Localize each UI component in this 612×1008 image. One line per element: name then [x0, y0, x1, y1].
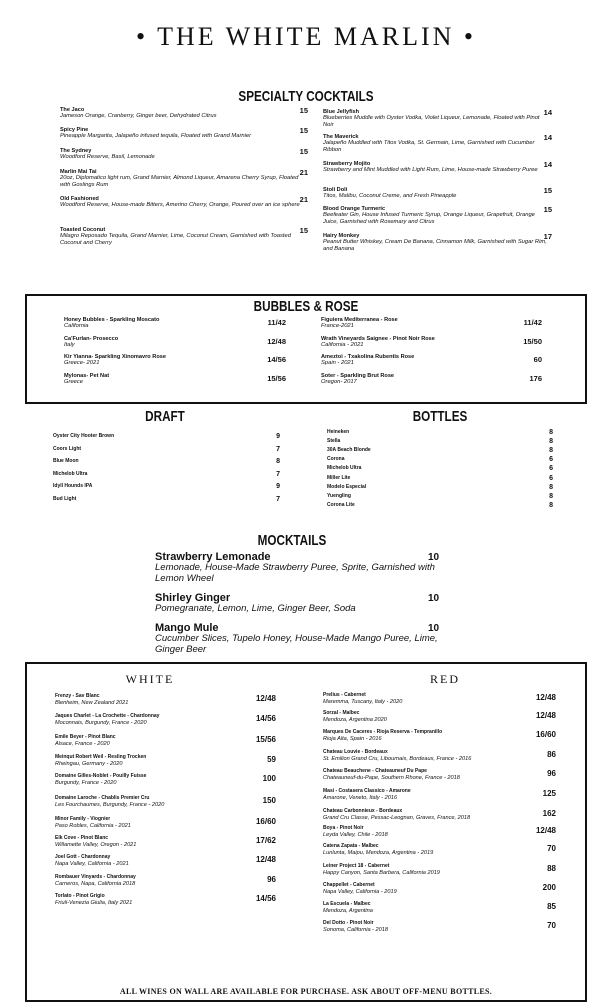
cocktail-item-desc: Woodford Reserve, House-made Bitters, Amerino Cherry, Orange, Poured over an ice sphere: [60, 202, 300, 209]
bubbles-item-price: 176: [529, 374, 542, 383]
red-wine-item-desc: Leyda Valley, Chile - 2018: [323, 831, 388, 838]
cocktail-item-name: Marlin Mai Tai: [60, 169, 97, 175]
bubbles-item-desc: Spain - 2021: [321, 360, 354, 367]
draft-item: [53, 484, 253, 490]
mocktail-item-desc: Lemonade, House-Made Strawberry Puree, Sprite, Garnished with Lemon Wheel: [155, 562, 435, 585]
cocktail-item-price: 21: [299, 195, 308, 204]
cocktail-item: [60, 127, 304, 140]
cocktail-item-price: 15: [299, 147, 308, 156]
red-wine-item: [323, 730, 533, 742]
bubbles-item: [64, 336, 264, 349]
cocktail-item-name: Spicy Pine: [60, 127, 89, 133]
bottle-item-name: Corona Lite: [327, 501, 355, 508]
mocktail-item: [155, 622, 450, 656]
cocktail-item: [60, 148, 304, 161]
red-wine-item: [323, 711, 533, 723]
white-wine-item: [55, 875, 255, 887]
draft-item: [53, 434, 253, 440]
white-wine-item-desc: Rheingau, Germany - 2020: [55, 760, 123, 767]
cocktail-item-name: Strawberry Mojito: [323, 161, 371, 167]
bottle-item: [327, 448, 527, 454]
bubbles-item-price: 14/56: [267, 355, 286, 364]
cocktail-item-price: 14: [543, 160, 552, 169]
cocktail-item-price: 21: [299, 168, 308, 177]
bubbles-item: [321, 354, 521, 367]
bubbles-item-name: Soter - Sparkling Brut Rose: [321, 373, 395, 379]
red-wine-item-price: 200: [542, 883, 556, 892]
red-wine-item-price: 86: [547, 750, 556, 759]
bottle-item-price: 6: [549, 456, 553, 464]
mocktail-item-desc: Cucumber Slices, Tupelo Honey, House-Made Mango Puree, Lime, Ginger Beer: [155, 633, 438, 656]
red-wine-item-price: 70: [547, 844, 556, 853]
red-wine-item-desc: Mendoza, Argentina: [323, 907, 373, 914]
red-wine-item-name: Leiner Project 18 - Cabernet: [323, 863, 390, 869]
bottle-item-name: 30A Beach Blonde: [327, 447, 371, 454]
white-wine-item-price: 14/56: [255, 714, 276, 723]
white-wine-item-name: Meinqut Robert Weil - Resling Trocken: [55, 754, 147, 760]
red-wine-item: [323, 902, 533, 914]
draft-item-price: 7: [276, 445, 280, 453]
white-wine-item-price: 17/62: [255, 836, 276, 845]
bubbles-item-price: 12/48: [267, 337, 286, 346]
red-wine-item-price: 70: [547, 921, 556, 930]
red-wine-item-name: Boya - Pinot Noir: [323, 825, 364, 831]
cocktail-item-desc: Jameson Orange, Cranberry, Ginger beer, Dehydrated Citrus: [60, 113, 217, 120]
cocktail-item-name: Blood Orange Turmeric: [323, 206, 386, 212]
cocktail-item-name: The Maverick: [323, 134, 359, 140]
white-wine-item-name: Minor Family - Viognier: [55, 816, 111, 822]
red-wine-item: [323, 826, 533, 838]
mocktail-item-name: Strawberry Lemonade: [155, 551, 271, 563]
red-wine-item-name: Chateau Louvie - Bordeaux: [323, 749, 388, 755]
mocktail-item-price: 10: [428, 623, 440, 634]
cocktail-item-desc: Beefeater Gin, House Infused Turmeric Syrup, Orange Liqueur, Grapefruit, Orange Juice, Garnished with Rosemary and Citrus: [323, 212, 535, 225]
red-wine-item: [323, 693, 533, 705]
red-wine-item-name: Catena Zapata - Malbec: [323, 843, 379, 849]
draft-item: [53, 447, 253, 453]
cocktail-item-name: Hairy Monkey: [323, 233, 360, 239]
white-wine-item-price: 12/48: [255, 855, 276, 864]
bottle-item: [327, 457, 527, 463]
white-wine-item-price: 96: [267, 875, 276, 884]
cocktail-item-price: 14: [543, 108, 552, 117]
white-wine-item: [55, 817, 255, 829]
draft-item-price: 9: [276, 483, 280, 491]
red-wine-item-price: 16/60: [535, 730, 556, 739]
mocktail-item-price: 10: [428, 593, 440, 604]
cocktail-item-desc: Titos, Malibu, Coconut Creme, and Fresh Pineapple: [323, 193, 457, 200]
cocktail-item-price: 15: [299, 106, 308, 115]
draft-item-price: 7: [276, 496, 280, 503]
red-wine-item-desc: Grand Cru Classe, Pessac-Leognan, Graves, France, 2018: [323, 814, 471, 821]
bottle-item-name: Stella: [327, 438, 341, 445]
specialty-cocktails-title: SPECIALTY COCKTAILS: [238, 88, 374, 105]
draft-item-name: Michelob Ultra: [53, 470, 88, 477]
red-wine-item-desc: Happy Canyon, Santa Barbera, California 2019: [323, 869, 440, 876]
bottle-item-price: 8: [549, 447, 553, 455]
cocktail-item: [323, 233, 549, 252]
white-wine-item: [55, 694, 255, 706]
draft-item: [53, 459, 253, 465]
cocktail-item: [323, 161, 549, 174]
red-wine-item-price: 12/48: [535, 711, 556, 720]
bubbles-item-price: 60: [533, 355, 542, 364]
bubbles-item-name: Ameztoi - Txakolina Rubentis Rose: [321, 354, 415, 360]
white-wine-item-desc: Friuli-Venezia Giulia, Italy 2021: [55, 899, 133, 906]
white-wine-item-desc: Willamette Valley, Oregon - 2021: [55, 841, 137, 848]
bubbles-item-desc: France-2021: [321, 323, 354, 330]
bottle-item: [327, 439, 527, 445]
bottle-item-name: Miller Lite: [327, 474, 351, 481]
red-wine-item-desc: Mendoza, Argentina 2020: [323, 716, 387, 723]
red-wine-item-desc: Maremma, Tuscany, Italy - 2020: [323, 698, 403, 705]
white-wine-item-name: Domaine Laroche - Chablis Premier Cru: [55, 795, 150, 801]
red-wine-item-name: Chateau Beauchene - Chateauneuf Du Pape: [323, 768, 427, 774]
white-wine-item-name: Torlato - Pinot Grigio: [55, 893, 105, 899]
white-wine-item-price: 14/56: [255, 894, 276, 903]
draft-item-price: 9: [276, 433, 280, 440]
draft-item-name: Bud Light: [53, 496, 77, 502]
mocktail-item-price: 10: [428, 552, 440, 563]
red-wine-item: [323, 809, 533, 821]
bottle-item-price: 8: [549, 483, 553, 491]
red-wine-title: RED: [430, 672, 460, 686]
red-wine-item-price: 12/48: [535, 826, 556, 835]
white-wine-item: [55, 714, 255, 726]
white-wine-item: [55, 735, 255, 747]
white-wine-item-price: 16/60: [255, 817, 276, 826]
red-wine-item-name: Chappellet - Cabernet: [323, 882, 375, 888]
bottles-title: BOTTLES: [412, 408, 468, 425]
cocktail-item-desc: Pineapple Margarita, Jalapeño infused tequila, Floated with Grand Marnier: [60, 133, 252, 140]
red-wine-item-desc: St. Emilion Grand Cru, Libournais, Bordeaux, France - 2016: [323, 755, 472, 762]
red-wine-item-name: Prelius - Cabernet: [323, 692, 366, 698]
bubbles-item-desc: California - 2021: [321, 342, 364, 349]
cocktail-item-price: 15: [543, 205, 552, 214]
bubbles-item: [321, 336, 521, 349]
bubbles-item: [321, 373, 521, 386]
cocktail-item-desc: 20oz, Diplomatico light rum, Grand Marnier, Almond Liqueur, Amarena Cherry Syrup, Floated with Goslings Rum: [60, 175, 299, 188]
cocktail-item: [323, 206, 549, 225]
red-wine-item: [323, 769, 533, 781]
red-wine-item: [323, 844, 533, 856]
bottle-item: [327, 466, 527, 472]
cocktail-item-name: Toasted Coconut: [60, 227, 106, 233]
bubbles-item-desc: Italy: [64, 342, 75, 349]
red-wine-item-name: Del Dotto - Pinot Noir: [323, 920, 374, 926]
red-wine-item-price: 88: [547, 864, 556, 873]
cocktail-item-name: Blue Jellyfish: [323, 109, 360, 115]
white-wine-item-desc: Moconnais, Burgundy, France - 2020: [55, 719, 147, 726]
cocktail-item: [323, 134, 549, 153]
red-wine-item-desc: Chateauneuf-du-Pape, Southern Rhone, France - 2018: [323, 774, 460, 781]
white-wine-item-desc: Carneros, Napa, California 2018: [55, 880, 136, 887]
bottle-item-price: 6: [549, 465, 553, 473]
bottle-item-name: Modelo Especial: [327, 483, 367, 490]
cocktail-item: [60, 169, 304, 188]
white-wine-item-price: 100: [262, 774, 276, 783]
cocktail-item-price: 17: [543, 232, 552, 241]
cocktail-item-price: 15: [299, 226, 308, 235]
red-wine-item: [323, 750, 533, 762]
cocktail-item-price: 15: [299, 126, 308, 135]
draft-item-name: Idyll Hounds IPA: [53, 483, 93, 490]
mocktail-item-name: Shirley Ginger: [155, 592, 231, 604]
white-wine-item-name: Rombauer Vinyards - Chardonnay: [55, 874, 136, 880]
bubbles-item-name: Kir Yianna- Sparkling Xinomavro Rose: [64, 354, 166, 360]
cocktail-item: [323, 187, 549, 200]
bottle-item: [327, 503, 527, 509]
bubbles-item-desc: Greece: [64, 379, 84, 386]
white-wine-item: [55, 836, 255, 848]
white-wine-item-name: Joel Gott - Chardonnay: [55, 854, 111, 860]
bottle-item-price: 6: [549, 474, 553, 482]
bubbles-item-price: 11/42: [267, 318, 286, 327]
red-wine-item-name: Masi - Costasera Classico - Amarone: [323, 788, 411, 794]
cocktail-item-desc: Milagro Reposado Tequila, Grand Marnier, Lime, Coconut Cream, Garnished with Toasted Coconut and Cherry: [60, 233, 291, 246]
bottle-item: [327, 430, 527, 436]
white-wine-item-name: Emile Beyer - Pinot Blanc: [55, 734, 116, 740]
bubbles-item-name: Mylonas- Pet Nat: [64, 373, 110, 379]
bottle-item-price: 8: [549, 492, 553, 500]
cocktail-item-price: 14: [543, 133, 552, 142]
white-wine-item-price: 150: [262, 796, 276, 805]
red-wine-item: [323, 883, 533, 895]
restaurant-name: • THE WHITE MARLIN •: [135, 22, 477, 51]
white-wine-item: [55, 755, 255, 767]
bottle-item: [327, 476, 527, 482]
red-wine-item-desc: Rioja Alta, Spain - 2016: [323, 735, 382, 742]
white-wine-item-desc: Blenheim, New Zealand 2021: [55, 699, 129, 706]
white-wine-item-desc: Paso Robles, California - 2021: [55, 822, 131, 829]
red-wine-item-price: 162: [542, 809, 556, 818]
mocktails-title: MOCKTAILS: [257, 532, 327, 549]
red-wine-item-desc: Lunlunta, Maipu, Mendoza, Argentina - 2019: [323, 849, 434, 856]
white-wine-item-desc: Napa Valley, California - 2021: [55, 860, 129, 867]
bubbles-item-price: 11/42: [523, 318, 542, 327]
cocktail-item-desc: Peanut Butter Whiskey, Cream De Banana, Cinnamon Milk, Garnished with Sugar Rim, and Banana: [323, 239, 547, 252]
white-wine-item-name: Jaques Charlet - La Crochette - Chardonnay: [55, 713, 160, 719]
bottle-item: [327, 494, 527, 500]
white-wine-item-desc: Burgundy, France - 2020: [55, 779, 117, 786]
draft-title: DRAFT: [145, 408, 185, 425]
bubbles-item-desc: Greece- 2021: [64, 360, 100, 367]
bottle-item-name: Yuengling: [327, 492, 351, 499]
draft-item: [53, 472, 253, 478]
cocktail-item-name: Old Fashioned: [60, 196, 99, 202]
red-wine-item-desc: Sonoma, California - 2018: [323, 926, 388, 933]
bubbles-item-name: Ca'Furlan- Prosecco: [64, 336, 119, 342]
cocktail-item-desc: Woodford Reserve, Basil, Lemonade: [60, 154, 155, 161]
bottle-item-name: Michelob Ultra: [327, 465, 362, 472]
red-wine-item-price: 85: [547, 902, 556, 911]
bubbles-item-desc: Oregon- 2017: [321, 379, 357, 386]
draft-item: [53, 497, 253, 503]
bottle-item-name: Heineken: [327, 429, 350, 435]
cocktail-item-name: The Jaco: [60, 107, 85, 113]
bottle-item-price: 8: [549, 501, 553, 509]
red-wine-item-name: Marques De Caceres - Rioja Reserva - Tempranillo: [323, 729, 443, 735]
bubbles-item-desc: California: [64, 323, 89, 330]
bubbles-item: [64, 317, 264, 330]
mocktail-item-name: Mango Mule: [155, 622, 219, 634]
draft-item-name: Blue Moon: [53, 458, 79, 465]
white-wine-item: [55, 774, 255, 786]
cocktail-item-name: The Sydney: [60, 148, 92, 154]
cocktail-item: [60, 196, 304, 209]
red-wine-item: [323, 864, 533, 876]
white-wine-item: [55, 894, 255, 906]
draft-item-name: Coors Light: [53, 445, 82, 452]
red-wine-item-price: 12/48: [535, 693, 556, 702]
red-wine-item-name: Sorzal - Malbec: [323, 710, 360, 716]
red-wine-item-desc: Napa Valley, California - 2019: [323, 888, 397, 895]
bubbles-item-name: Honey Bubbles - Sparkling Moscato: [64, 317, 160, 323]
white-wine-item-name: Frenzy - Sav Blanc: [55, 693, 100, 699]
cocktail-item-name: Stoli Doli: [323, 187, 348, 193]
red-wine-item-name: Chateau Carbonnieux - Bordeaux: [323, 808, 403, 814]
bottle-item-price: 8: [549, 438, 553, 446]
white-wine-item: [55, 796, 255, 808]
mocktail-item: [155, 592, 450, 615]
red-wine-item-price: 125: [542, 789, 556, 798]
white-wine-item-price: 59: [267, 755, 276, 764]
cocktail-item: [323, 109, 549, 128]
white-wine-item-desc: Alsace, France - 2020: [55, 740, 110, 747]
bubbles-item-name: Wrath Vineyards Saignee - Pinot Noir Rose: [321, 336, 435, 342]
mocktail-item-desc: Pomegranate, Lemon, Lime, Ginger Beer, Soda: [155, 603, 356, 615]
white-wine-item-name: Elk Cove - Pinot Blanc: [55, 835, 109, 841]
bubbles-item-price: 15/50: [523, 337, 542, 346]
cocktail-item: [60, 227, 304, 246]
cocktail-item: [60, 107, 304, 120]
draft-item-price: 7: [276, 470, 280, 478]
white-wine-item: [55, 855, 255, 867]
white-wine-item-price: 15/56: [255, 735, 276, 744]
white-wine-item-price: 12/48: [255, 694, 276, 703]
footer-note: ALL WINES ON WALL ARE AVAILABLE FOR PURCHASE. ASK ABOUT OFF-MENU BOTTLES.: [119, 987, 493, 996]
red-wine-item-name: La Escuela - Malbec: [323, 901, 371, 907]
bottle-item: [327, 485, 527, 491]
bubbles-item: [321, 317, 521, 330]
cocktail-item-desc: Jalapeño Muddled with Titos Vodka, St. Germain, Lime, Garnished with Cucumber Ribbon: [323, 140, 535, 153]
bottle-item-price: 8: [549, 429, 553, 436]
draft-item-name: Oyster City Hooter Brown: [53, 433, 115, 439]
bubbles-item: [64, 373, 264, 386]
white-wine-item-desc: Les Fourchaumes, Burgundy, France - 2020: [55, 801, 165, 808]
red-wine-item: [323, 789, 533, 801]
cocktail-item-desc: Strawberry and Mint Muddled with Light Rum, Lime, House-made Strawberry Puree: [323, 167, 538, 174]
red-wine-item-desc: Amarone, Veneto, Italy - 2016: [323, 794, 398, 801]
cocktail-item-price: 15: [543, 186, 552, 195]
white-wine-item-name: Domaine Gilles-Noblet - Pouilly Fuisse: [55, 773, 147, 779]
bubbles-rose-title: BUBBLES & ROSE: [253, 298, 359, 315]
bubbles-item-price: 15/56: [267, 374, 286, 383]
draft-item-price: 8: [276, 458, 280, 466]
bubbles-item-name: Figuiera Mediterranea - Rose: [321, 317, 398, 323]
cocktail-item-desc: Blueberries Muddle with Oyster Vodka, Violet Liqueur, Lemonade, Floated with Pinot Noir: [323, 115, 540, 128]
white-wine-title: WHITE: [125, 672, 175, 686]
mocktail-item: [155, 551, 450, 585]
bottle-item-name: Corona: [327, 456, 345, 463]
red-wine-item-price: 96: [547, 769, 556, 778]
bubbles-item: [64, 354, 264, 367]
red-wine-item: [323, 921, 533, 933]
